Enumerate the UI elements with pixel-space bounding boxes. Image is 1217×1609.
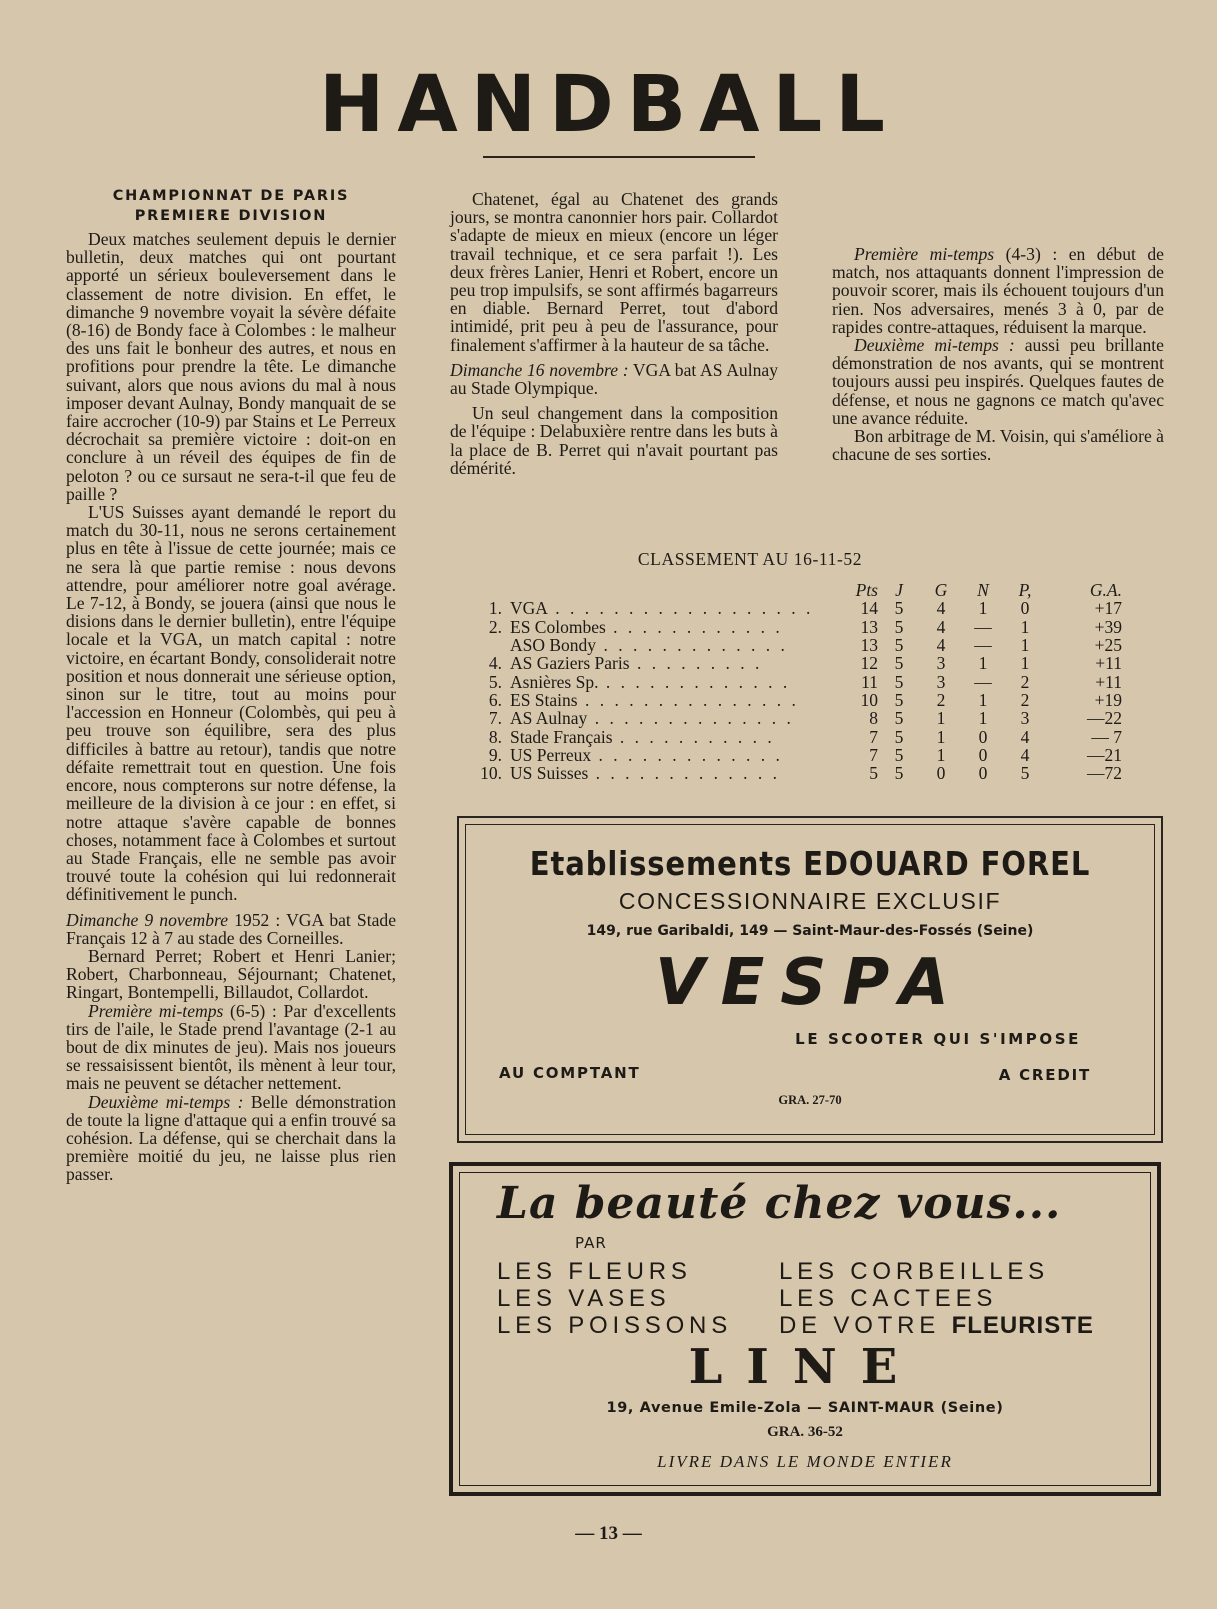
- standings-leader-dots: . . . . . . . . . . . .: [605, 616, 783, 637]
- standings-team: [510, 727, 842, 745]
- florist-ad-tagline: La beauté chez vous...: [497, 1178, 1062, 1229]
- standings-goal-average: +11: [1095, 671, 1122, 692]
- standings-row: [468, 672, 1122, 690]
- standings-won: 4: [936, 635, 946, 656]
- standings-goal-average: +25: [1094, 635, 1122, 656]
- standings-rank: 1.: [488, 598, 502, 619]
- standings-played: 5: [894, 671, 904, 692]
- match2-second-half-text: aussi peu brillante démonstration de nos avants, qui se montrent toujours aussi peu inspirés. Quelques fautes de défense, et nous ne gagnons ce match qu'avec une avance réduite.: [832, 335, 1164, 428]
- title-divider: [483, 156, 755, 158]
- standings-points: 14: [860, 598, 878, 619]
- article-column-1: [66, 186, 396, 1184]
- vespa-ad-brand: VESPA: [655, 946, 965, 1020]
- standings-goal-average: +39: [1094, 616, 1122, 637]
- standings-team: [510, 764, 842, 782]
- standings-leader-dots: . . . . . . . . .: [629, 653, 763, 674]
- header-points: Pts: [855, 580, 878, 601]
- standings-played: 5: [894, 635, 904, 656]
- standings-lost: 1: [1020, 616, 1030, 637]
- match2-date: Dimanche 16 novembre :: [450, 359, 629, 380]
- vespa-ad-company: Etablissements EDOUARD FOREL: [529, 844, 1091, 883]
- standings-won: 4: [936, 598, 946, 619]
- standings-played: 5: [894, 598, 904, 619]
- standings-team-name: VGA: [510, 598, 548, 619]
- standings-lost: 1: [1020, 653, 1030, 674]
- florist-ad-your-florist: [779, 1312, 1094, 1340]
- match1-second-half-text: Belle démonstration de toute la ligne d'attaque qui a enfin trouvé sa cohésion. La défense, qui se cherchait dans la première moitié du jeu, ne laisse plus rien passer.: [66, 1091, 396, 1185]
- standings-goal-average: +11: [1095, 653, 1122, 674]
- standings-goal-average: —72: [1087, 763, 1122, 784]
- florist-ad-address: 19, Avenue Emile-Zola — SAINT-MAUR (Seine): [606, 1400, 1004, 1416]
- match1-first-half: [66, 1002, 396, 1093]
- standings-rank: 6.: [488, 689, 502, 710]
- section-heading-line-2: PREMIERE DIVISION: [134, 208, 328, 224]
- standings-team: [510, 672, 842, 690]
- standings-rank: 8.: [488, 726, 502, 747]
- standings-team-name: US Suisses: [510, 763, 589, 784]
- standings-points: 7: [869, 726, 878, 747]
- standings-team: [510, 636, 842, 654]
- header-lost: P,: [1018, 580, 1032, 601]
- florist-ad-de-votre: DE VOTRE: [779, 1312, 941, 1339]
- florist-ad-name: LINE: [688, 1339, 922, 1395]
- standings-row: [468, 654, 1122, 672]
- florist-ad-item-fleurs: LES FLEURS: [497, 1258, 692, 1285]
- standings-points: 5: [869, 763, 878, 784]
- standings-drawn: —: [974, 635, 992, 656]
- page-title: HANDBALL: [319, 60, 898, 150]
- standings-rank: 5.: [488, 671, 502, 692]
- vespa-ad-slogan: LE SCOOTER QUI S'IMPOSE: [795, 1030, 1081, 1048]
- vespa-ad-role: CONCESSIONNAIRE EXCLUSIF: [618, 888, 1002, 914]
- match1-heading: [66, 911, 396, 947]
- standings-team: [510, 654, 842, 672]
- standings-played: 5: [894, 616, 904, 637]
- standings-played: 5: [894, 726, 904, 747]
- standings-team: [510, 746, 842, 764]
- standings-row: [468, 599, 1122, 617]
- standings-won: 0: [936, 763, 946, 784]
- standings-row: [468, 709, 1122, 727]
- standings-points: 13: [860, 635, 878, 656]
- match2-referee: Bon arbitrage de M. Voisin, qui s'améliore à chacune de ses sorties.: [832, 426, 1164, 465]
- standings-drawn: 1: [978, 598, 988, 619]
- standings-played: 5: [894, 763, 904, 784]
- standings-leader-dots: . . . . . . . . . . . . . .: [587, 708, 794, 729]
- vespa-ad-cash: AU COMPTANT: [499, 1064, 641, 1082]
- standings-won: 3: [936, 671, 946, 692]
- match2-second-half: [832, 336, 1164, 427]
- florist-ad-fleuriste: FLEURISTE: [951, 1312, 1094, 1339]
- standings-points: 10: [860, 689, 878, 710]
- florist-ad-delivery: LIVRE DANS LE MONDE ENTIER: [657, 1452, 953, 1471]
- standings-played: 5: [894, 653, 904, 674]
- match2-lineup: Un seul changement dans la composition de l'équipe : Delabuxière rentre dans les buts à la place de B. Perret qui n'avait pourtant pas démérité.: [450, 403, 778, 478]
- standings-goal-average: —21: [1087, 744, 1122, 765]
- vespa-ad-phone: GRA. 27-70: [778, 1093, 842, 1107]
- standings-team-name: AS Gaziers Paris: [510, 653, 630, 674]
- standings-team: [510, 599, 842, 617]
- standings-won: 4: [936, 616, 946, 637]
- standings-team-name: AS Aulnay: [510, 708, 588, 729]
- standings-won: 1: [936, 744, 946, 765]
- standings-rank: 7.: [488, 708, 502, 729]
- match1-date: Dimanche 9 novembre: [66, 909, 229, 930]
- florist-ad-item-corbeilles: LES CORBEILLES: [779, 1258, 1049, 1285]
- standings-leader-dots: . . . . . . . . . . . . .: [591, 744, 783, 765]
- standings-team-name: ASO Bondy: [510, 635, 597, 656]
- standings-header-row: [468, 581, 1122, 599]
- match2-first-half-label: Première mi-temps: [854, 244, 995, 264]
- standings-drawn: 0: [978, 726, 988, 747]
- header-won: G: [934, 580, 948, 601]
- standings-drawn: 1: [978, 689, 988, 710]
- florist-ad-item-cactees: LES CACTEES: [779, 1285, 998, 1312]
- match2-result: VGA bat AS Aulnay au Stade Olympique.: [450, 359, 778, 399]
- standings-rank: 10.: [480, 763, 502, 784]
- article-column-3: [832, 190, 1164, 463]
- standings-row: [468, 727, 1122, 745]
- standings-row: [468, 618, 1122, 636]
- match2-heading: [450, 361, 778, 397]
- standings-points: 11: [861, 671, 878, 692]
- match1-second-half: [66, 1093, 396, 1184]
- vespa-ad-address: 149, rue Garibaldi, 149 — Saint-Maur-des-Fossés (Seine): [586, 923, 1034, 939]
- standings-leader-dots: . . . . . . . . . . . . . . . . . .: [547, 598, 814, 619]
- standings-team-name: US Perreux: [510, 744, 592, 765]
- standings-lost: 0: [1020, 598, 1030, 619]
- standings-row: [468, 746, 1122, 764]
- standings-team-name: Stade Français: [510, 726, 613, 747]
- standings-played: 5: [894, 689, 904, 710]
- standings-drawn: 1: [978, 653, 988, 674]
- florist-ad-item-poissons: LES POISSONS: [497, 1312, 732, 1339]
- vespa-ad-credit: A CREDIT: [998, 1066, 1091, 1084]
- standings-played: 5: [894, 744, 904, 765]
- article-paragraph-outlook: L'US Suisses ayant demandé le report du match du 30-11, nous ne serons certainement plus en tête à l'issue de cette journée; mais ce ne sera là que partie remise : nous devons attendre, pour améliorer notre goal avérage. Le 7-12, à Bondy, se jouera (ainsi que nous le disions dans le dernier bulletin), entre l'équipe locale et la VGA, un match capital : notre victoire, en écartant Bondy, consoliderait notre position et nous donnerait une sérieuse option, sinon sur le titre, tout au moins pour l'accession en Honneur (Colombès, qui peu à peu trouve son équilibre, sera des plus difficiles à battre au retour), tandis que notre défaite remettrait tout en question. Une fois encore, nous compterons sur notre défense, la meilleure de la division à ce jour : en effet, si notre attaque s'avère capable de bonnes choses, notamment face à Colombes et surtout au Stade Français, elle ne semble pas avoir trouvé toute la cohésion qui lui redonnerait définitivement le punch.: [66, 502, 396, 905]
- article-paragraph-intro: Deux matches seulement depuis le dernier bulletin, deux matches qui ont pourtant apporté un sérieux bouleversement dans le classement de notre division. En effet, le dimanche 9 novembre voyait la sévère défaite (8-16) de Bondy face à Colombes : le malheur des uns fait le bonheur des autres, et nous en profitions pour prendre la tête. Le dimanche suivant, alors que nous avions du mal à nous imposer devant Aulnay, Bondy manquait de se faire accrocher (10-9) par Stains et Le Perreux décrochait sa première victoire : doit-on en conclure à un réveil des équipes de fin de peloton ? ou ce sursaut ne sera-t-il que feu de paille ?: [66, 229, 396, 504]
- match1-result: 1952 : VGA bat Stade Français 12 à 7 au stade des Corneilles.: [66, 909, 397, 948]
- standings-rank: [468, 636, 510, 654]
- standings-won: 1: [936, 708, 946, 729]
- standings-row: [468, 764, 1122, 782]
- standings-title: CLASSEMENT AU 16-11-52: [637, 549, 863, 569]
- match2-first-half-text: (4-3) : en début de match, nos attaquants donnent l'impression de pouvoir scorer, mais ils échouent toujours d'un rien. Nos adversaires, menés 3 à 0, par de rapides contre-attaques, réduisent la marque.: [832, 244, 1164, 337]
- match2-second-half-label: Deuxième mi-temps :: [854, 335, 1015, 356]
- match1-second-half-label: Deuxième mi-temps :: [88, 1091, 244, 1112]
- standings-lost: 2: [1020, 671, 1030, 692]
- standings-leader-dots: . . . . . . . . . . . . .: [598, 671, 791, 692]
- standings-leader-dots: . . . . . . . . . . . . .: [596, 635, 788, 656]
- standings-team: [510, 691, 842, 709]
- standings-drawn: 1: [978, 708, 988, 729]
- standings-lost: 1: [1020, 635, 1030, 656]
- florist-ad-item-vases: LES VASES: [497, 1285, 671, 1312]
- standings-points: 7: [869, 744, 878, 765]
- header-played: J: [895, 580, 903, 601]
- standings-team-name: ES Colombes: [510, 616, 606, 637]
- standings-drawn: 0: [978, 744, 988, 765]
- florist-ad-par: PAR: [575, 1234, 607, 1252]
- standings-leader-dots: . . . . . . . . . . . . .: [588, 763, 781, 784]
- match1-comment: Chatenet, égal au Chatenet des grands jours, se montra canonnier hors pair. Collardot s'adapte de mieux en mieux (encore un léger travail technique, et ce sera parfait !). Les deux frères Lanier, Henri et Robert, encore un peu trop impulsifs, se sont affirmés bagarreurs en diable. Bernard Perret, tout d'abord intimidé, prit peu à peu de l'assurance, pour finalement s'affirmer à la hauteur de sa tâche.: [450, 189, 778, 355]
- match1-first-half-label: Première mi-temps: [88, 1000, 224, 1021]
- standings-table: [468, 581, 1122, 782]
- standings-lost: 5: [1020, 763, 1030, 784]
- header-goal-average: G.A.: [1089, 580, 1122, 601]
- standings-drawn: 0: [978, 763, 988, 784]
- header-drawn: N: [977, 580, 989, 601]
- standings-drawn: —: [974, 616, 992, 637]
- florist-ad-phone: GRA. 36-52: [767, 1424, 843, 1440]
- standings-lost: 4: [1020, 726, 1030, 747]
- standings-goal-average: —22: [1087, 708, 1122, 729]
- standings-points: 13: [860, 616, 878, 637]
- standings-rank: 4.: [488, 653, 502, 674]
- standings-team-name: Asnières Sp.: [510, 671, 599, 692]
- standings-lost: 3: [1020, 708, 1030, 729]
- standings-team: [510, 618, 842, 636]
- standings-leader-dots: . . . . . . . . . . . . . . .: [577, 689, 799, 710]
- standings-goal-average: +19: [1094, 689, 1122, 710]
- standings-goal-average: +17: [1094, 598, 1122, 619]
- standings-lost: 4: [1020, 744, 1030, 765]
- standings-rank: 2.: [488, 616, 502, 637]
- section-heading-line-1: CHAMPIONNAT DE PARIS: [112, 188, 350, 204]
- standings-row: [468, 636, 1122, 654]
- match1-first-half-text: (6-5) : Par d'excellents tirs de l'aile, le Stade prend l'avantage (2-1 au bout de dix minutes de jeu). Mais nos joueurs se ressaisissent bientôt, ils mènent à leur tour, mais ne peuvent se détacher nettement.: [66, 1000, 396, 1094]
- standings-won: 3: [936, 653, 946, 674]
- standings-team: [510, 709, 842, 727]
- page-number: — 13 —: [575, 1523, 642, 1544]
- standings-team-name: ES Stains: [510, 689, 578, 710]
- standings-won: 1: [936, 726, 946, 747]
- standings-lost: 2: [1020, 689, 1030, 710]
- vespa-advertisement: [457, 816, 1163, 1143]
- standings-won: 2: [936, 689, 946, 710]
- standings-played: 5: [894, 708, 904, 729]
- standings-goal-average: — 7: [1091, 726, 1122, 747]
- standings-leader-dots: . . . . . . . . . . .: [612, 726, 775, 747]
- standings-points: 12: [860, 653, 878, 674]
- article-column-2: [450, 190, 778, 477]
- standings-points: 8: [869, 708, 878, 729]
- standings-drawn: —: [974, 671, 992, 692]
- florist-advertisement: [449, 1162, 1161, 1496]
- match1-lineup: Bernard Perret; Robert et Henri Lanier; Robert, Charbonneau, Séjournant; Chatenet, Ringart, Bontempelli, Billaudot, Collardot.: [66, 945, 396, 1003]
- standings-row: [468, 691, 1122, 709]
- match2-first-half: [832, 245, 1164, 336]
- standings-rank: 9.: [488, 744, 502, 765]
- section-heading: [66, 186, 396, 226]
